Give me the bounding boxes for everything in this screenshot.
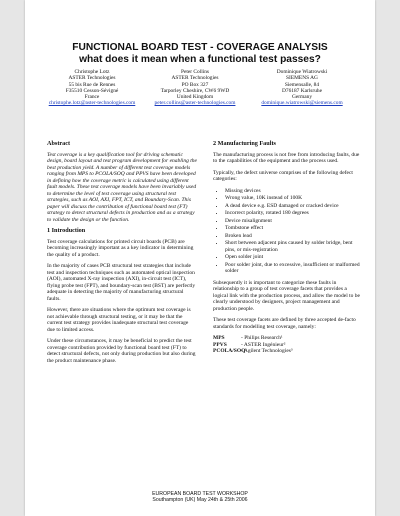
manufacturing-paragraph: Typically, the defect universe comprises of the following defect categories:	[213, 169, 353, 182]
defect-item: • Open solder joint	[225, 254, 363, 261]
author-org: ASTER Technologies	[68, 75, 116, 82]
facet-source: - ASTER Ingénieur²	[241, 341, 286, 348]
defect-item: • Poor solder joint, due to excessive, insufficient or malformed solder	[225, 262, 363, 275]
defect-item: • Wrong value, 10K instead of 100K	[225, 195, 363, 202]
intro-paragraph: In the majority of cases PCB structural test strategies that include test and inspection techniques such as automated optical inspection (AOI), automated X-ray inspection (AXI), in-circuit test (ICT), flying probe test (FPT), and boundary-scan test (BST) are perfectly adequate in detecting the majority of manufacturing structural faults.	[47, 263, 196, 302]
author-country: United Kingdom	[176, 94, 214, 101]
author-city: D76187 Karlsruhe	[282, 87, 322, 94]
author-3	[247, 69, 357, 107]
author-email-link[interactable]: peter.collins@aster-technologies.com	[154, 100, 236, 107]
author-city: F35510 Cesson-Sévigné	[65, 87, 119, 94]
intro-paragraph: However, there are situations where the optimum test coverage is not achievable through structural testing, or it may be that the current test strategy provides inadequate structural test coverage due to limited access.	[47, 307, 191, 333]
abstract-text: Test coverage is a key qualification tool for driving schematic design, board layout and test program development for enabling the best production yield. A number of different test coverage models ranging from MPS to PCOLA/SOQ and PPVS have been developed in defining how the coverage metric is calculated using different fault models. These test coverage models have been invariably used to determine the level of test coverage using structural test strategies, such as AOI, AXI, FPT, ICT, and Boundary-Scan. This paper will discuss the contribution of functional board test (FT) strategy to detect structural defects in production and as a strategy to validate the design or the function.	[47, 151, 197, 223]
introduction-heading: 1 Introduction	[47, 227, 86, 234]
author-city: Tarporley Cheshire, CW6 9WD	[160, 87, 230, 94]
page-footer	[25, 491, 375, 504]
author-1	[37, 69, 147, 107]
author-org: SIEMENS AG	[286, 75, 318, 82]
manufacturing-paragraph: These test coverage facets are defined by three accepted de-facto standards for modelling test coverage, namely:	[213, 317, 356, 330]
defect-item: • A dead device e.g. ESD damaged or cracked device	[225, 203, 363, 210]
author-org: ASTER Technologies	[171, 75, 219, 82]
author-2	[140, 69, 250, 107]
intro-paragraph: Test coverage calculations for printed circuit boards (PCB) are becoming increasingly important as a key indicator in determining the quality of a product.	[47, 238, 194, 258]
defect-item: • Missing devices	[225, 188, 363, 195]
paper-title	[25, 42, 375, 66]
author-name: Peter Collins	[180, 69, 209, 75]
facet-key: PPVS	[213, 341, 227, 348]
author-block	[37, 69, 363, 129]
manufacturing-faults-heading: 2 Manufacturing Faults	[213, 140, 276, 147]
facet-list	[213, 335, 363, 355]
author-name: Christophe Lotz	[74, 69, 110, 75]
facet-key: MPS	[213, 335, 225, 341]
abstract-heading: Abstract	[47, 140, 71, 147]
defect-item: • Tombstone effect	[225, 225, 363, 232]
author-street: PO Box 327	[181, 81, 209, 88]
title-line-1: FUNCTIONAL BOARD TEST - COVERAGE ANALYSIS	[72, 42, 328, 53]
author-street: 55 bis Rue de Rennes	[68, 81, 116, 88]
facet-row	[213, 348, 363, 355]
manufacturing-paragraph: Subsequently it is important to categorize these faults in relationship to a group of test coverage facets that provides a logical link with the production process, and allow the model to be clearly understood by designers, project management and production people.	[213, 279, 360, 312]
manufacturing-paragraph: The manufacturing process is not free from introducing faults, due to the capabilities of the equipment and the process used.	[213, 151, 360, 164]
paper-page	[25, 0, 375, 516]
facet-source: - Agilent Technologies³	[241, 348, 293, 354]
intro-paragraph: Under these circumstances, it may be beneficial to predict the test coverage contribution provided by functional board test (FT) to detect structural defects, not only during production but also during the product maintenance phase.	[47, 338, 196, 364]
author-email-link[interactable]: christophe.lotz@aster-technologies.com	[48, 100, 136, 107]
author-email-link[interactable]: dominique.wiatrowski@siemens.com	[261, 100, 343, 107]
right-column	[213, 141, 363, 355]
defect-item: • Short between adjacent pins caused by solder bridge, bent pins, or mis-registration	[225, 240, 363, 253]
author-country: Germany	[291, 94, 313, 101]
author-country: France	[84, 94, 100, 101]
facet-key: PCOLA/SOQ	[213, 348, 246, 354]
author-name: Dominique Wiatrowski	[276, 69, 328, 75]
footer-workshop: EUROPEAN BOARD TEST WORKSHOP	[152, 491, 248, 497]
defect-item: • Incorrect polarity, rotated 180 degrees	[225, 210, 363, 217]
defect-item: • Broken lead	[225, 233, 363, 240]
defect-item: • Device misalignment	[225, 218, 363, 225]
facet-source: - Philips Research¹	[241, 335, 283, 341]
author-street: Siemensalle, 84	[284, 81, 320, 88]
defect-list	[213, 188, 363, 275]
left-column	[47, 141, 197, 369]
title-line-2: what does it mean when a functional test passes?	[79, 54, 321, 65]
footer-venue: Southampton (UK) May 24th & 25th 2006	[152, 497, 248, 504]
